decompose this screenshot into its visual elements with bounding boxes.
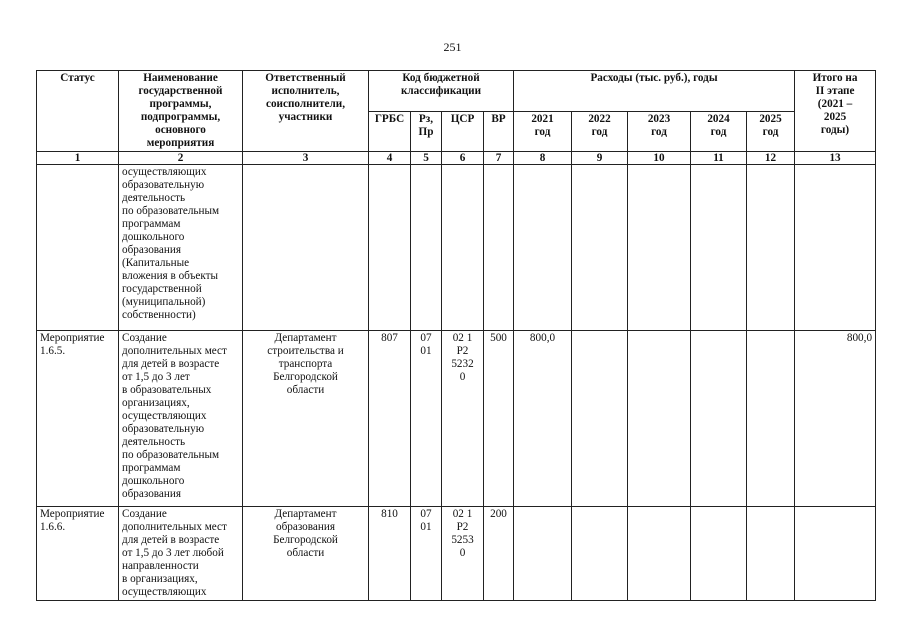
table-row [37,165,876,331]
cell-2023 [628,331,691,507]
header-rzpr: Рз, Пр [411,111,442,152]
column-number: 3 [243,152,369,165]
cell-total: 800,0 [795,331,876,507]
table-row [37,507,876,601]
cell-vr: 500 [484,331,514,507]
header-year-2021: 2021 год [514,111,572,152]
cell-vr [484,165,514,331]
cell-2021 [514,507,572,601]
cell-rzpr: 07 01 [411,331,442,507]
column-number: 13 [795,152,876,165]
header-csr: ЦСР [442,111,484,152]
cell-csr: 02 1 Р2 5253 0 [442,507,484,601]
header-budget-code: Код бюджетной классификации [369,71,514,112]
cell-grbs [369,165,411,331]
cell-name: Создание дополнительных мест для детей в возрасте от 1,5 до 3 лет в образовательных организациях, осуществляющих образовательную деятельность по образовательным программам дошкольного образования [119,331,243,507]
column-number: 11 [691,152,747,165]
header-expenses: Расходы (тыс. руб.), годы [514,71,795,112]
header-year-2022: 2022 год [572,111,628,152]
column-number: 10 [628,152,691,165]
cell-2025 [747,165,795,331]
cell-executor: Департамент образования Белгородской области [243,507,369,601]
cell-csr: 02 1 Р2 5232 0 [442,331,484,507]
column-number: 12 [747,152,795,165]
cell-2022 [572,331,628,507]
cell-2021 [514,165,572,331]
page-number: 251 [443,40,462,54]
cell-csr [442,165,484,331]
cell-status [37,165,119,331]
column-number: 7 [484,152,514,165]
cell-2024 [691,165,747,331]
cell-total [795,507,876,601]
header-executor: Ответственный исполнитель, соисполнители, участники [243,71,369,152]
header-row-1 [37,71,876,112]
column-number: 9 [572,152,628,165]
column-number-row [37,152,876,165]
cell-2025 [747,507,795,601]
cell-2025 [747,331,795,507]
column-number: 5 [411,152,442,165]
header-name: Наименование государственной программы, подпрограммы, основного мероприятия [119,71,243,152]
column-number: 6 [442,152,484,165]
cell-2024 [691,507,747,601]
cell-2023 [628,507,691,601]
header-year-2025: 2025 год [747,111,795,152]
cell-rzpr: 07 01 [411,507,442,601]
column-number: 4 [369,152,411,165]
cell-2022 [572,507,628,601]
cell-rzpr [411,165,442,331]
cell-2023 [628,165,691,331]
header-year-2023: 2023 год [628,111,691,152]
cell-name: осуществляющих образовательную деятельность по образовательным программам дошкольного образования (Капитальные вложения в объекты государственной (муниципальной) собственности) [119,165,243,331]
cell-vr: 200 [484,507,514,601]
cell-2024 [691,331,747,507]
header-total: Итого на II этапе (2021 – 2025 годы) [795,71,876,152]
header-vr: ВР [484,111,514,152]
cell-status: Мероприятие 1.6.6. [37,507,119,601]
cell-grbs: 807 [369,331,411,507]
column-number: 2 [119,152,243,165]
cell-executor [243,165,369,331]
cell-name: Создание дополнительных мест для детей в возрасте от 1,5 до 3 лет любой направленности в организациях, осуществляющих [119,507,243,601]
header-grbs: ГРБС [369,111,411,152]
header-status: Статус [37,71,119,152]
budget-table [36,70,876,601]
header-year-2024: 2024 год [691,111,747,152]
cell-total [795,165,876,331]
cell-status: Мероприятие 1.6.5. [37,331,119,507]
column-number: 1 [37,152,119,165]
cell-2021: 800,0 [514,331,572,507]
table-row [37,331,876,507]
cell-executor: Департамент строительства и транспорта Белгородской области [243,331,369,507]
cell-2022 [572,165,628,331]
cell-grbs: 810 [369,507,411,601]
column-number: 8 [514,152,572,165]
